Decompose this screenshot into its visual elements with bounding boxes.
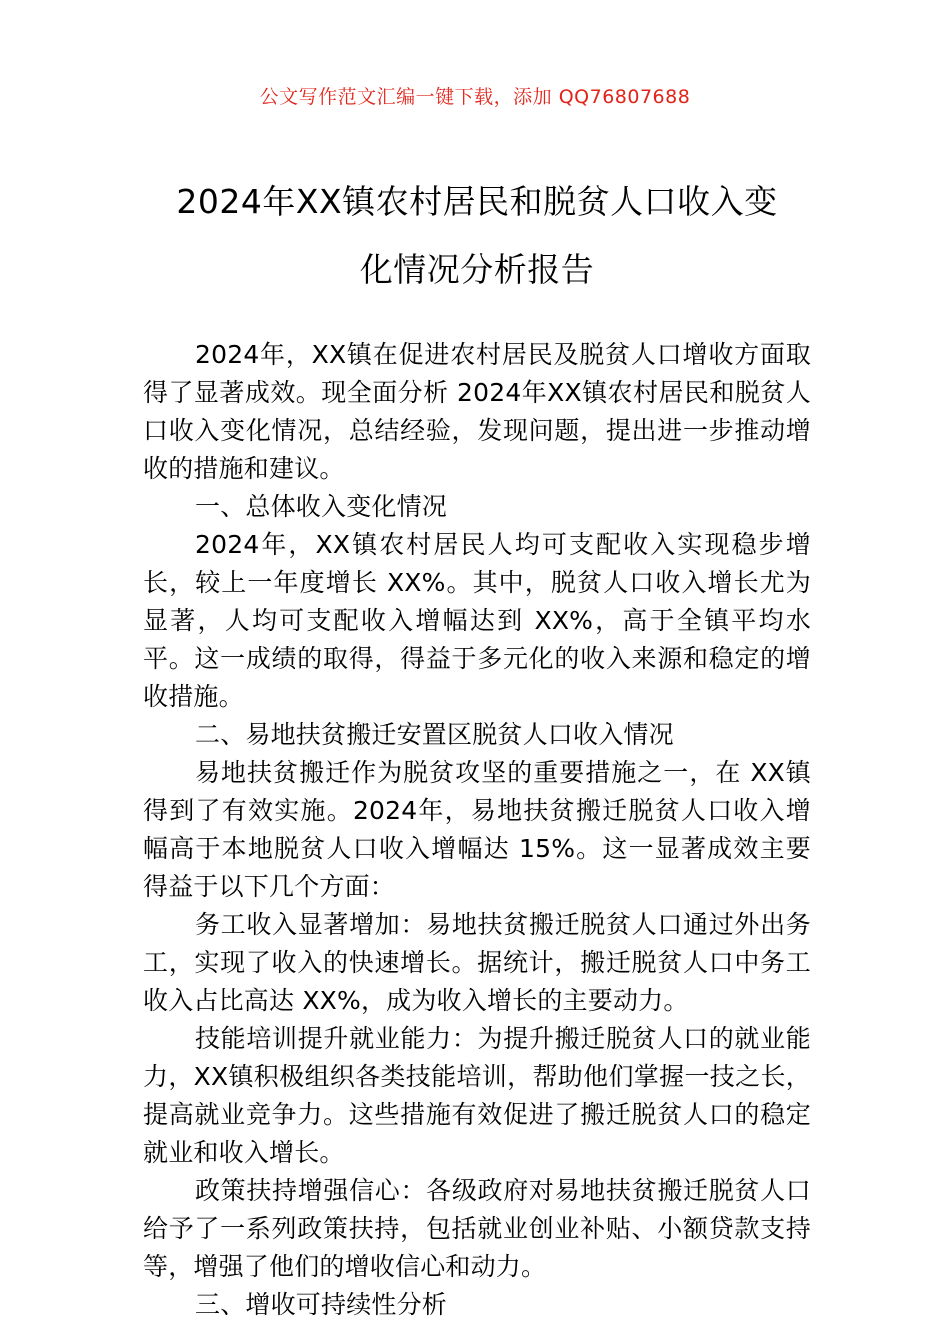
section-heading-1: 一、总体收入变化情况 [195,492,448,521]
watermark-header-text: 公文写作范文汇编一键下载，添加 QQ76807688 [259,86,691,108]
page-title-line-1: 2024年XX镇农村居民和脱贫人口收入变 [176,182,778,221]
page-title-line-2: 化情况分析报告 [359,250,595,289]
page-title [143,168,811,304]
section-heading-2: 二、易地扶贫搬迁安置区脱贫人口收入情况 [195,720,674,749]
section-body-1: 2024年，XX镇农村居民人均可支配收入实现稳步增长，较上一年度增长 XX%。其中，脱贫人口收入增长尤为显著，人均可支配收入增幅达到 XX%，高于全镇平均水平。这一成绩的取得，得益于多元化的收入来源和稳定的增收措施。 [143,530,811,711]
section-body-2: 易地扶贫搬迁作为脱贫攻坚的重要措施之一，在 XX镇得到了有效实施。2024年，易地扶贫搬迁脱贫人口收入增幅高于本地脱贫人口收入增幅达 15%。这一显著成效主要得益于以下几个方面： [143,758,811,901]
paragraph-point-2: 技能培训提升就业能力：为提升搬迁脱贫人口的就业能力，XX镇积极组织各类技能培训，帮助他们掌握一技之长，提高就业竞争力。这些措施有效促进了搬迁脱贫人口的稳定就业和收入增长。 [143,1024,811,1167]
paragraph-intro: 2024年，XX镇在促进农村居民及脱贫人口增收方面取得了显著成效。现全面分析 2024年XX镇农村居民和脱贫人口收入变化情况，总结经验，发现问题，提出进一步推动增收的措施和建议。 [143,340,811,483]
paragraph-point-1: 务工收入显著增加：易地扶贫搬迁脱贫人口通过外出务工，实现了收入的快速增长。据统计，搬迁脱贫人口中务工收入占比高达 XX%，成为收入增长的主要动力。 [143,910,811,1015]
section-heading-3: 三、增收可持续性分析 [195,1290,448,1319]
paragraph-point-3: 政策扶持增强信心：各级政府对易地扶贫搬迁脱贫人口给予了一系列政策扶持，包括就业创业补贴、小额贷款支持等，增强了他们的增收信心和动力。 [143,1176,811,1281]
document-body [143,336,811,1324]
